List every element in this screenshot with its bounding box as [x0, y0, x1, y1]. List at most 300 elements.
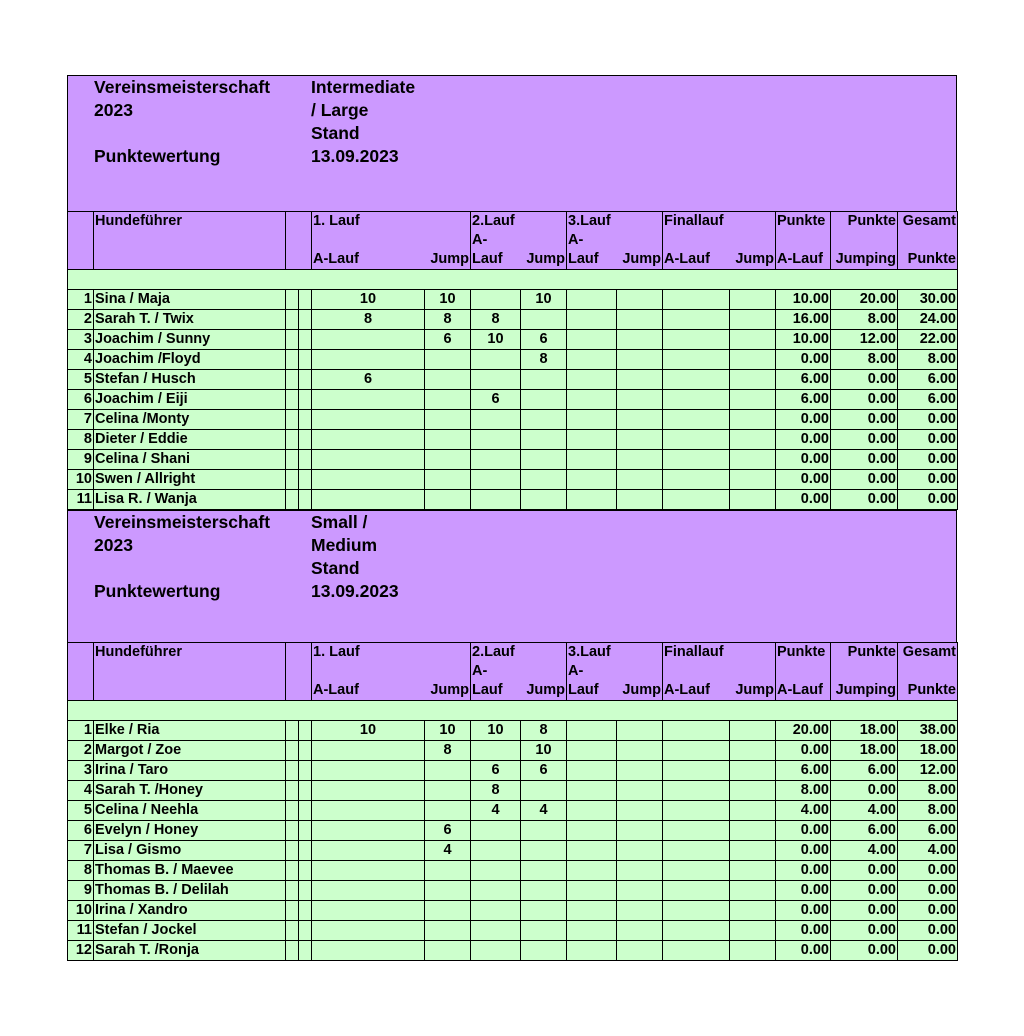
- run2-jump: [521, 781, 567, 801]
- points-jumping: 0.00: [831, 921, 898, 941]
- final-alauf: [663, 801, 730, 821]
- table-row: [68, 821, 958, 841]
- row-number: 8: [68, 430, 94, 450]
- table-row: [68, 781, 958, 801]
- run3-alauf: [567, 450, 617, 470]
- row-number: 6: [68, 390, 94, 410]
- run3-alauf: [567, 350, 617, 370]
- run2-jump: [521, 470, 567, 490]
- run3-jump: [617, 921, 663, 941]
- run1-alauf: [312, 410, 425, 430]
- run1-alauf: [312, 821, 425, 841]
- points-alauf: 8.00: [776, 781, 831, 801]
- run2-alauf: 8: [471, 781, 521, 801]
- run1-alauf: [312, 781, 425, 801]
- run1-jump: 8: [425, 310, 471, 330]
- total-points: 6.00: [898, 370, 958, 390]
- table-row: [68, 801, 958, 821]
- final-header: Finallauf A-Lauf Jump: [663, 212, 776, 270]
- run3-jump: [617, 490, 663, 510]
- final-jump: [730, 350, 776, 370]
- points-jumping: 0.00: [831, 450, 898, 470]
- points-jumping: 6.00: [831, 761, 898, 781]
- run2-jump: 6: [521, 761, 567, 781]
- run1-jump: [425, 470, 471, 490]
- handler-name: Irina / Xandro: [94, 901, 286, 921]
- run2-alauf: [471, 861, 521, 881]
- final-jump: [730, 390, 776, 410]
- points-alauf: 10.00: [776, 290, 831, 310]
- total-points: 8.00: [898, 781, 958, 801]
- run2-alauf: 4: [471, 801, 521, 821]
- small-rows: [68, 721, 958, 961]
- run2-alauf: [471, 450, 521, 470]
- points-alauf: 0.00: [776, 741, 831, 761]
- final-jump: [730, 921, 776, 941]
- run3-alauf: [567, 821, 617, 841]
- run3-alauf: [567, 941, 617, 961]
- handler-name: Sarah T. /Ronja: [94, 941, 286, 961]
- total-points: 22.00: [898, 330, 958, 350]
- final-alauf: [663, 490, 730, 510]
- points-alauf: 6.00: [776, 761, 831, 781]
- run2-alauf: [471, 821, 521, 841]
- final-jump: [730, 310, 776, 330]
- table-row: [68, 450, 958, 470]
- run1-alauf: [312, 901, 425, 921]
- row-number: 9: [68, 881, 94, 901]
- table-row: [68, 330, 958, 350]
- final-alauf: [663, 330, 730, 350]
- row-number: 3: [68, 330, 94, 350]
- run2-jump: [521, 410, 567, 430]
- points-jumping: 0.00: [831, 370, 898, 390]
- final-jump: [730, 741, 776, 761]
- points-jumping-header: Punkte Jumping: [831, 212, 898, 270]
- run2-alauf: [471, 470, 521, 490]
- final-alauf: [663, 741, 730, 761]
- total-points: 6.00: [898, 821, 958, 841]
- run3-jump: [617, 881, 663, 901]
- final-alauf: [663, 430, 730, 450]
- points-alauf: 0.00: [776, 901, 831, 921]
- final-jump: [730, 330, 776, 350]
- final-jump: [730, 370, 776, 390]
- total-points: 38.00: [898, 721, 958, 741]
- final-alauf: [663, 470, 730, 490]
- large-rows: [68, 290, 958, 510]
- handler-name: Celina / Shani: [94, 450, 286, 470]
- run3-jump: [617, 310, 663, 330]
- run1-header: 1. Lauf A-Lauf Jump: [312, 212, 471, 270]
- row-number: 4: [68, 781, 94, 801]
- final-alauf: [663, 781, 730, 801]
- run3-jump: [617, 330, 663, 350]
- large-table: [67, 211, 958, 510]
- table-row: [68, 721, 958, 741]
- total-points: 0.00: [898, 450, 958, 470]
- run1-jump: [425, 410, 471, 430]
- final-jump: [730, 290, 776, 310]
- run3-jump: [617, 821, 663, 841]
- run2-jump: [521, 430, 567, 450]
- run3-jump: [617, 470, 663, 490]
- handler-name: Elke / Ria: [94, 721, 286, 741]
- run3-jump: [617, 410, 663, 430]
- run1-jump: [425, 490, 471, 510]
- run3-alauf: [567, 761, 617, 781]
- run1-alauf: [312, 430, 425, 450]
- final-jump: [730, 781, 776, 801]
- large-class-info: Intermediate / Large Stand 13.09.2023: [311, 77, 416, 166]
- points-alauf: 0.00: [776, 861, 831, 881]
- run2-jump: [521, 490, 567, 510]
- run1-alauf: [312, 801, 425, 821]
- row-number: 4: [68, 350, 94, 370]
- points-jumping: 8.00: [831, 350, 898, 370]
- final-alauf: [663, 290, 730, 310]
- handler-name: Lisa / Gismo: [94, 841, 286, 861]
- final-alauf: [663, 721, 730, 741]
- row-number: 11: [68, 490, 94, 510]
- total-points: 0.00: [898, 470, 958, 490]
- run2-alauf: [471, 881, 521, 901]
- run1-jump: 6: [425, 821, 471, 841]
- run1-jump: 10: [425, 721, 471, 741]
- run3-jump: [617, 801, 663, 821]
- final-jump: [730, 801, 776, 821]
- points-jumping: 0.00: [831, 941, 898, 961]
- run3-jump: [617, 390, 663, 410]
- row-number: 11: [68, 921, 94, 941]
- points-jumping: 12.00: [831, 330, 898, 350]
- points-jumping: 0.00: [831, 390, 898, 410]
- run1-jump: [425, 881, 471, 901]
- run1-jump: [425, 781, 471, 801]
- final-alauf: [663, 821, 730, 841]
- row-number: 6: [68, 821, 94, 841]
- run1-alauf: [312, 450, 425, 470]
- table-row: [68, 410, 958, 430]
- total-points: 0.00: [898, 410, 958, 430]
- run3-alauf: [567, 370, 617, 390]
- table-row: [68, 941, 958, 961]
- run3-alauf: [567, 490, 617, 510]
- row-number: 7: [68, 841, 94, 861]
- row-number: 12: [68, 941, 94, 961]
- run3-alauf: [567, 330, 617, 350]
- final-alauf: [663, 310, 730, 330]
- run2-alauf: [471, 741, 521, 761]
- table-row: [68, 350, 958, 370]
- run2-alauf: 10: [471, 721, 521, 741]
- points-alauf: 0.00: [776, 881, 831, 901]
- final-header: Finallauf A-Lauf Jump: [663, 643, 776, 701]
- run2-jump: [521, 941, 567, 961]
- run1-jump: [425, 430, 471, 450]
- run2-alauf: [471, 921, 521, 941]
- small-header: [67, 510, 957, 642]
- run3-jump: [617, 761, 663, 781]
- run2-jump: [521, 370, 567, 390]
- run1-alauf: [312, 761, 425, 781]
- final-alauf: [663, 881, 730, 901]
- run3-alauf: [567, 470, 617, 490]
- large-section: [67, 75, 957, 510]
- points-jumping: 0.00: [831, 901, 898, 921]
- final-alauf: [663, 350, 730, 370]
- run2-jump: 8: [521, 721, 567, 741]
- run3-jump: [617, 430, 663, 450]
- final-jump: [730, 721, 776, 741]
- handler-header: Hundeführer: [94, 643, 286, 701]
- row-number: 2: [68, 310, 94, 330]
- run3-alauf: [567, 801, 617, 821]
- row-number: 5: [68, 801, 94, 821]
- table-row: [68, 430, 958, 450]
- handler-name: Joachim / Eiji: [94, 390, 286, 410]
- final-alauf: [663, 410, 730, 430]
- run1-alauf: 6: [312, 370, 425, 390]
- run2-alauf: [471, 901, 521, 921]
- run3-jump: [617, 721, 663, 741]
- run3-jump: [617, 450, 663, 470]
- final-jump: [730, 410, 776, 430]
- final-alauf: [663, 370, 730, 390]
- handler-name: Irina / Taro: [94, 761, 286, 781]
- final-jump: [730, 841, 776, 861]
- points-jumping: 0.00: [831, 781, 898, 801]
- run1-jump: [425, 761, 471, 781]
- run3-alauf: [567, 921, 617, 941]
- points-alauf: 0.00: [776, 841, 831, 861]
- small-class-info: Small / Medium Stand 13.09.2023: [311, 512, 399, 601]
- points-alauf: 20.00: [776, 721, 831, 741]
- total-points: 8.00: [898, 801, 958, 821]
- run1-jump: [425, 450, 471, 470]
- handler-name: Sarah T. /Honey: [94, 781, 286, 801]
- run2-alauf: [471, 370, 521, 390]
- points-alauf: 0.00: [776, 450, 831, 470]
- points-jumping: 0.00: [831, 410, 898, 430]
- points-jumping: 4.00: [831, 801, 898, 821]
- handler-name: Joachim /Floyd: [94, 350, 286, 370]
- table-row: [68, 921, 958, 941]
- run2-jump: 10: [521, 290, 567, 310]
- run3-jump: [617, 781, 663, 801]
- final-alauf: [663, 841, 730, 861]
- total-points: 0.00: [898, 881, 958, 901]
- points-alauf: 6.00: [776, 370, 831, 390]
- points-alauf: 0.00: [776, 350, 831, 370]
- run2-alauf: [471, 410, 521, 430]
- handler-name: Stefan / Jockel: [94, 921, 286, 941]
- run2-jump: 4: [521, 801, 567, 821]
- run2-jump: [521, 921, 567, 941]
- handler-name: Dieter / Eddie: [94, 430, 286, 450]
- final-jump: [730, 821, 776, 841]
- row-number: 9: [68, 450, 94, 470]
- final-jump: [730, 881, 776, 901]
- table-row: [68, 390, 958, 410]
- total-points: 0.00: [898, 941, 958, 961]
- points-alauf: 10.00: [776, 330, 831, 350]
- table-row: [68, 741, 958, 761]
- run3-alauf: [567, 901, 617, 921]
- final-jump: [730, 450, 776, 470]
- points-jumping: 8.00: [831, 310, 898, 330]
- table-row: [68, 901, 958, 921]
- points-alauf: 0.00: [776, 430, 831, 450]
- run3-jump: [617, 370, 663, 390]
- run2-alauf: 6: [471, 761, 521, 781]
- table-row: [68, 310, 958, 330]
- total-points: 8.00: [898, 350, 958, 370]
- run1-jump: [425, 801, 471, 821]
- spreadsheet: [67, 75, 957, 961]
- run1-jump: [425, 941, 471, 961]
- row-number: 7: [68, 410, 94, 430]
- run2-alauf: [471, 350, 521, 370]
- total-points: 30.00: [898, 290, 958, 310]
- table-row: [68, 370, 958, 390]
- run1-jump: [425, 350, 471, 370]
- run1-jump: [425, 921, 471, 941]
- points-alauf: 0.00: [776, 941, 831, 961]
- run3-header: 3.Lauf A- Lauf Jump: [567, 212, 663, 270]
- points-alauf-header: Punkte A-Lauf: [776, 643, 831, 701]
- handler-name: Thomas B. / Maevee: [94, 861, 286, 881]
- run3-jump: [617, 741, 663, 761]
- final-alauf: [663, 390, 730, 410]
- run1-alauf: [312, 330, 425, 350]
- final-alauf: [663, 861, 730, 881]
- handler-name: Stefan / Husch: [94, 370, 286, 390]
- points-alauf: 0.00: [776, 470, 831, 490]
- handler-name: Celina /Monty: [94, 410, 286, 430]
- final-alauf: [663, 901, 730, 921]
- total-points: 0.00: [898, 921, 958, 941]
- run1-alauf: [312, 921, 425, 941]
- row-number: 1: [68, 721, 94, 741]
- large-title: Vereinsmeisterschaft 2023 Punktewertung: [94, 77, 271, 166]
- run1-jump: 10: [425, 290, 471, 310]
- handler-name: Lisa R. / Wanja: [94, 490, 286, 510]
- run2-jump: [521, 310, 567, 330]
- table-row: [68, 470, 958, 490]
- total-points: 6.00: [898, 390, 958, 410]
- handler-name: Margot / Zoe: [94, 741, 286, 761]
- run2-alauf: [471, 490, 521, 510]
- total-points: 0.00: [898, 430, 958, 450]
- run2-header: 2.Lauf A- Lauf Jump: [471, 212, 567, 270]
- total-points: 0.00: [898, 861, 958, 881]
- run1-jump: [425, 370, 471, 390]
- run3-alauf: [567, 430, 617, 450]
- points-alauf: 16.00: [776, 310, 831, 330]
- points-jumping: 18.00: [831, 721, 898, 741]
- run2-jump: [521, 450, 567, 470]
- total-header: Gesamt Punkte: [898, 212, 958, 270]
- run2-jump: [521, 841, 567, 861]
- run1-jump: [425, 390, 471, 410]
- points-alauf: 0.00: [776, 921, 831, 941]
- handler-header: Hundeführer: [94, 212, 286, 270]
- handler-name: Sina / Maja: [94, 290, 286, 310]
- row-number: 5: [68, 370, 94, 390]
- total-points: 24.00: [898, 310, 958, 330]
- run2-alauf: 6: [471, 390, 521, 410]
- run1-alauf: [312, 941, 425, 961]
- run1-alauf: [312, 490, 425, 510]
- points-jumping: 0.00: [831, 470, 898, 490]
- run1-alauf: [312, 861, 425, 881]
- points-jumping: 18.00: [831, 741, 898, 761]
- run2-alauf: 8: [471, 310, 521, 330]
- run1-alauf: 8: [312, 310, 425, 330]
- table-row: [68, 761, 958, 781]
- run3-alauf: [567, 861, 617, 881]
- run3-jump: [617, 941, 663, 961]
- run1-alauf: [312, 881, 425, 901]
- points-alauf: 0.00: [776, 821, 831, 841]
- row-number: 10: [68, 901, 94, 921]
- row-number: 8: [68, 861, 94, 881]
- handler-name: Evelyn / Honey: [94, 821, 286, 841]
- large-column-header: [68, 212, 958, 270]
- final-alauf: [663, 761, 730, 781]
- handler-name: Joachim / Sunny: [94, 330, 286, 350]
- run2-alauf: [471, 941, 521, 961]
- table-row: [68, 841, 958, 861]
- table-row: [68, 881, 958, 901]
- final-jump: [730, 490, 776, 510]
- run3-jump: [617, 901, 663, 921]
- run3-alauf: [567, 410, 617, 430]
- final-alauf: [663, 941, 730, 961]
- run3-jump: [617, 841, 663, 861]
- run3-alauf: [567, 390, 617, 410]
- run2-jump: [521, 390, 567, 410]
- run3-alauf: [567, 781, 617, 801]
- total-points: 12.00: [898, 761, 958, 781]
- handler-name: Thomas B. / Delilah: [94, 881, 286, 901]
- points-jumping-header: Punkte Jumping: [831, 643, 898, 701]
- handler-name: Celina / Neehla: [94, 801, 286, 821]
- run1-jump: [425, 861, 471, 881]
- small-section: [67, 510, 957, 961]
- points-jumping: 6.00: [831, 821, 898, 841]
- row-number: 10: [68, 470, 94, 490]
- run1-alauf: [312, 470, 425, 490]
- run1-alauf: [312, 390, 425, 410]
- points-jumping: 0.00: [831, 490, 898, 510]
- final-alauf: [663, 921, 730, 941]
- small-title: Vereinsmeisterschaft 2023 Punktewertung: [94, 512, 271, 601]
- run1-alauf: [312, 741, 425, 761]
- row-number: 3: [68, 761, 94, 781]
- table-row: [68, 861, 958, 881]
- run2-jump: [521, 861, 567, 881]
- large-header: [67, 75, 957, 211]
- run2-alauf: 10: [471, 330, 521, 350]
- points-alauf: 0.00: [776, 490, 831, 510]
- total-points: 0.00: [898, 901, 958, 921]
- run1-alauf: 10: [312, 721, 425, 741]
- points-alauf-header: Punkte A-Lauf: [776, 212, 831, 270]
- run3-alauf: [567, 290, 617, 310]
- points-jumping: 0.00: [831, 430, 898, 450]
